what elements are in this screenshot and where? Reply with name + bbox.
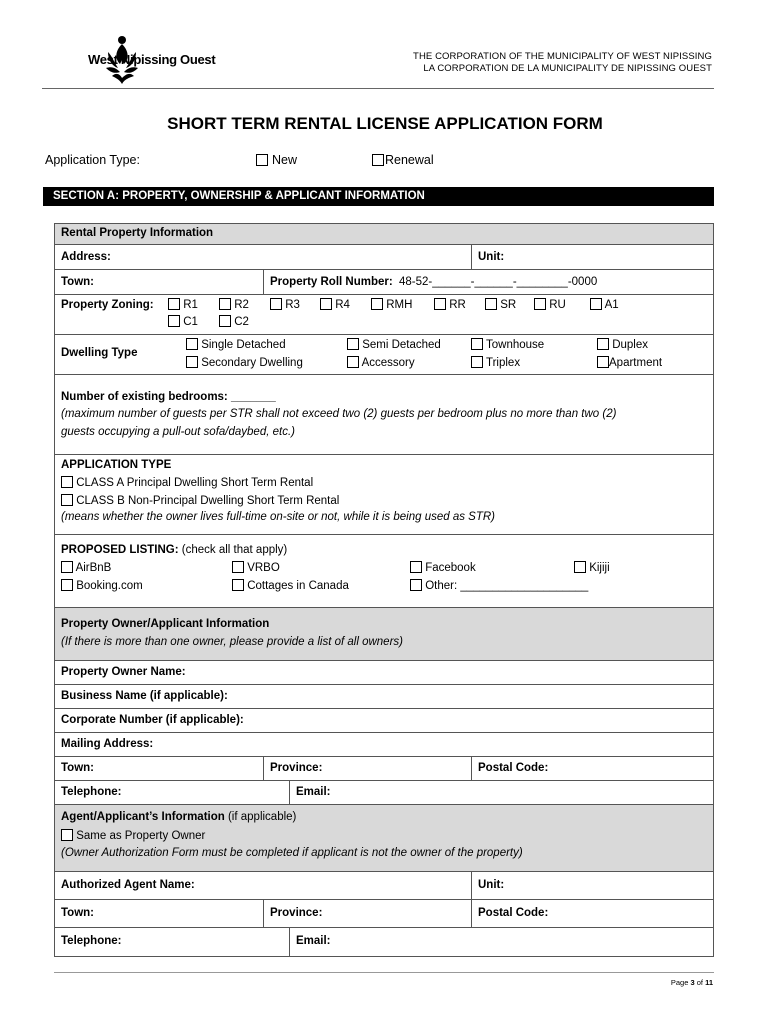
triplex-label: Triplex: [486, 357, 521, 369]
townhouse-label: Townhouse: [486, 339, 545, 351]
dwelling-secondary[interactable]: [186, 356, 303, 369]
zoning-ru-label: RU: [549, 299, 566, 311]
unit-label: Unit:: [478, 251, 505, 263]
cottages-checkbox[interactable]: [232, 579, 244, 591]
zoning-c2-checkbox[interactable]: [219, 315, 231, 327]
owner-town-label: Town:: [61, 762, 94, 774]
dwelling-apartment[interactable]: [597, 356, 662, 369]
dwelling-row: [55, 335, 713, 375]
booking-label: Booking.com: [76, 580, 143, 592]
zoning-c2-label: C2: [234, 316, 249, 328]
zoning-sr[interactable]: [485, 298, 516, 311]
apartment-label: Apartment: [609, 357, 663, 369]
town-label: Town:: [61, 276, 94, 288]
dwelling-duplex[interactable]: [597, 338, 648, 351]
airbnb-label: AirBnB: [75, 562, 112, 574]
section-a-heading: SECTION A: PROPERTY, OWNERSHIP & APPLICANT INFORMATION: [43, 187, 714, 206]
zoning-r2[interactable]: [219, 298, 249, 311]
class-a-checkbox[interactable]: [61, 476, 73, 488]
form-title: SHORT TERM RENTAL LICENSE APPLICATION FORM: [167, 114, 603, 133]
zoning-c1-checkbox[interactable]: [168, 315, 180, 327]
agent-heading-row: [55, 805, 713, 872]
proposed-listing-row: [55, 535, 713, 608]
owner-note: (If there is more than one owner, please provide a list of all owners): [61, 636, 403, 648]
agent-postal-label: Postal Code:: [478, 907, 549, 919]
owner-name-label: Property Owner Name:: [61, 666, 186, 678]
owner-heading-row: [55, 608, 713, 661]
address-label: Address:: [61, 251, 111, 263]
roll-number-value[interactable]: 48-52-______-______-________-0000: [399, 276, 598, 288]
agent-town-row: [55, 900, 713, 928]
class-b-option[interactable]: [61, 494, 339, 507]
apartment-checkbox[interactable]: [597, 356, 609, 368]
listing-other[interactable]: [410, 579, 588, 592]
dwelling-triplex[interactable]: [471, 356, 520, 369]
renewal-checkbox[interactable]: [372, 154, 384, 166]
page-number: [671, 978, 713, 987]
mailing-address-row: [55, 733, 713, 757]
listing-facebook[interactable]: [410, 561, 476, 574]
semi-detached-checkbox[interactable]: [347, 338, 359, 350]
kijiji-label: Kijiji: [589, 562, 610, 574]
triplex-checkbox[interactable]: [471, 356, 483, 368]
other-label: Other: ____________________: [425, 580, 589, 592]
other-checkbox[interactable]: [410, 579, 422, 591]
bedrooms-note-line2: guests occupying a pull-out sofa/daybed, etc.): [61, 426, 295, 438]
listing-cottages[interactable]: [232, 579, 349, 592]
page-current: 3: [690, 978, 695, 987]
cottages-label: Cottages in Canada: [247, 580, 349, 592]
page-prefix: Page: [670, 978, 691, 987]
kijiji-checkbox[interactable]: [574, 561, 586, 573]
zoning-c1[interactable]: [168, 315, 198, 328]
header-divider: [42, 88, 714, 89]
zoning-r3-label: R3: [285, 299, 300, 311]
business-name-label: Business Name (if applicable):: [61, 690, 228, 702]
new-label: New: [272, 153, 298, 167]
single-detached-checkbox[interactable]: [186, 338, 198, 350]
zoning-r3[interactable]: [270, 298, 300, 311]
agent-note: (Owner Authorization Form must be completed if applicant is not the owner of the property): [61, 847, 523, 859]
owner-heading: Property Owner/Applicant Information: [61, 618, 270, 630]
proposed-listing-heading: [61, 544, 287, 556]
agent-town-label: Town:: [61, 907, 94, 919]
zoning-r4-checkbox[interactable]: [320, 298, 332, 310]
zoning-r1-checkbox[interactable]: [168, 298, 180, 310]
zoning-c2[interactable]: [219, 315, 249, 328]
single-detached-label: Single Detached: [201, 339, 286, 351]
duplex-checkbox[interactable]: [597, 338, 609, 350]
listing-kijiji[interactable]: [574, 561, 610, 574]
mailing-address-label: Mailing Address:: [61, 738, 154, 750]
agent-heading-hint: (if applicable): [224, 811, 297, 823]
owner-telephone-row: [55, 781, 713, 805]
dwelling-accessory[interactable]: [347, 356, 415, 369]
corporation-name-en: THE CORPORATION OF THE MUNICIPALITY OF WEST NIPISSING: [413, 51, 712, 62]
application-type-new[interactable]: [256, 153, 297, 167]
secondary-dwelling-label: Secondary Dwelling: [201, 357, 303, 369]
class-b-checkbox[interactable]: [61, 494, 73, 506]
class-a-option[interactable]: [61, 476, 313, 489]
duplex-label: Duplex: [612, 339, 649, 351]
agent-name-label: Authorized Agent Name:: [61, 879, 195, 891]
owner-postal-label: Postal Code:: [478, 762, 549, 774]
page-total: 11: [705, 978, 713, 987]
owner-name-row: [55, 661, 713, 685]
zoning-rmh-checkbox[interactable]: [371, 298, 383, 310]
zoning-sr-label: SR: [500, 299, 517, 311]
zoning-a1-label: A1: [604, 299, 619, 311]
corporate-number-label: Corporate Number (if applicable):: [61, 714, 244, 726]
listing-airbnb[interactable]: [61, 561, 111, 574]
page-of: of: [694, 978, 706, 987]
zoning-c1-label: C1: [183, 316, 198, 328]
class-a-label: CLASS A Principal Dwelling Short Term Rental: [76, 477, 314, 489]
dwelling-semi-detached[interactable]: [347, 338, 441, 351]
facebook-label: Facebook: [425, 562, 476, 574]
corporate-number-row: [55, 709, 713, 733]
logo-text: West Nipissing Ouest: [88, 52, 216, 67]
zoning-rmh-label: RMH: [386, 299, 413, 311]
zoning-a1[interactable]: [590, 298, 619, 311]
agent-heading: [61, 811, 296, 823]
agent-heading-title: Agent/Applicant’s Information: [61, 811, 225, 823]
agent-email-label: Email:: [296, 935, 331, 947]
application-class-row: [55, 455, 713, 535]
footer-divider: [54, 972, 714, 973]
class-b-label: CLASS B Non-Principal Dwelling Short Term Rental: [76, 495, 340, 507]
accessory-label: Accessory: [361, 357, 415, 369]
zoning-r2-label: R2: [234, 299, 249, 311]
zoning-r4-label: R4: [335, 299, 350, 311]
bedrooms-note-line1: (maximum number of guests per STR shall not exceed two (2) guests per bedroom plus no more than two (2): [61, 408, 617, 420]
accessory-checkbox[interactable]: [347, 356, 359, 368]
vrbo-label: VRBO: [247, 562, 280, 574]
dwelling-townhouse[interactable]: [471, 338, 544, 351]
zoning-rr-checkbox[interactable]: [434, 298, 446, 310]
zoning-rr[interactable]: [434, 298, 466, 311]
zoning-sr-checkbox[interactable]: [485, 298, 497, 310]
same-as-owner-option[interactable]: [61, 829, 205, 842]
agent-telephone-label: Telephone:: [61, 935, 122, 947]
address-row: [55, 245, 713, 270]
listing-booking[interactable]: [61, 579, 143, 592]
corporation-header: [413, 51, 712, 75]
booking-checkbox[interactable]: [61, 579, 73, 591]
zoning-r1[interactable]: [168, 298, 198, 311]
dwelling-label: Dwelling Type: [61, 347, 138, 359]
airbnb-checkbox[interactable]: [61, 561, 73, 573]
zoning-r1-label: R1: [183, 299, 198, 311]
roll-number-label: Property Roll Number:: [270, 276, 393, 288]
zoning-row: [55, 295, 713, 335]
class-note: (means whether the owner lives full-time on-site or not, while it is being used as STR): [61, 511, 495, 523]
dwelling-single-detached[interactable]: [186, 338, 286, 351]
zoning-rr-label: RR: [449, 299, 466, 311]
owner-town-row: [55, 757, 713, 781]
agent-province-label: Province:: [270, 907, 323, 919]
secondary-dwelling-checkbox[interactable]: [186, 356, 198, 368]
proposed-listing-title: PROPOSED LISTING:: [61, 544, 179, 556]
same-as-owner-checkbox[interactable]: [61, 829, 73, 841]
zoning-r2-checkbox[interactable]: [219, 298, 231, 310]
agent-unit-label: Unit:: [478, 879, 505, 891]
zoning-a1-checkbox[interactable]: [590, 298, 602, 310]
bedrooms-row: [55, 375, 713, 455]
listing-vrbo[interactable]: [232, 561, 280, 574]
new-checkbox[interactable]: [256, 154, 268, 166]
proposed-listing-hint: (check all that apply): [178, 544, 288, 556]
section-a-form: [54, 223, 714, 957]
application-class-heading: APPLICATION TYPE: [61, 459, 172, 471]
corporation-name-fr: LA CORPORATION DE LA MUNICIPALITY DE NIPISSING OUEST: [423, 63, 712, 74]
semi-detached-label: Semi Detached: [362, 339, 441, 351]
vrbo-checkbox[interactable]: [232, 561, 244, 573]
business-name-row: [55, 685, 713, 709]
same-as-owner-label: Same as Property Owner: [76, 830, 206, 842]
zoning-r4[interactable]: [320, 298, 350, 311]
zoning-label: Property Zoning:: [61, 299, 154, 311]
zoning-rmh[interactable]: [371, 298, 412, 311]
owner-province-label: Province:: [270, 762, 323, 774]
townhouse-checkbox[interactable]: [471, 338, 483, 350]
facebook-checkbox[interactable]: [410, 561, 422, 573]
zoning-ru[interactable]: [534, 298, 566, 311]
owner-email-label: Email:: [296, 786, 331, 798]
rental-property-heading-row: [55, 224, 713, 245]
application-type-label: Application Type:: [45, 153, 140, 167]
owner-telephone-label: Telephone:: [61, 786, 122, 798]
bedrooms-label: Number of existing bedrooms: _______: [61, 391, 276, 403]
zoning-ru-checkbox[interactable]: [534, 298, 546, 310]
town-roll-row: [55, 270, 713, 295]
zoning-r3-checkbox[interactable]: [270, 298, 282, 310]
rental-property-heading: Rental Property Information: [61, 227, 214, 239]
application-type-renewal[interactable]: [372, 153, 434, 167]
agent-name-row: [55, 872, 713, 900]
agent-telephone-row: [55, 928, 713, 956]
renewal-label: Renewal: [385, 153, 434, 167]
